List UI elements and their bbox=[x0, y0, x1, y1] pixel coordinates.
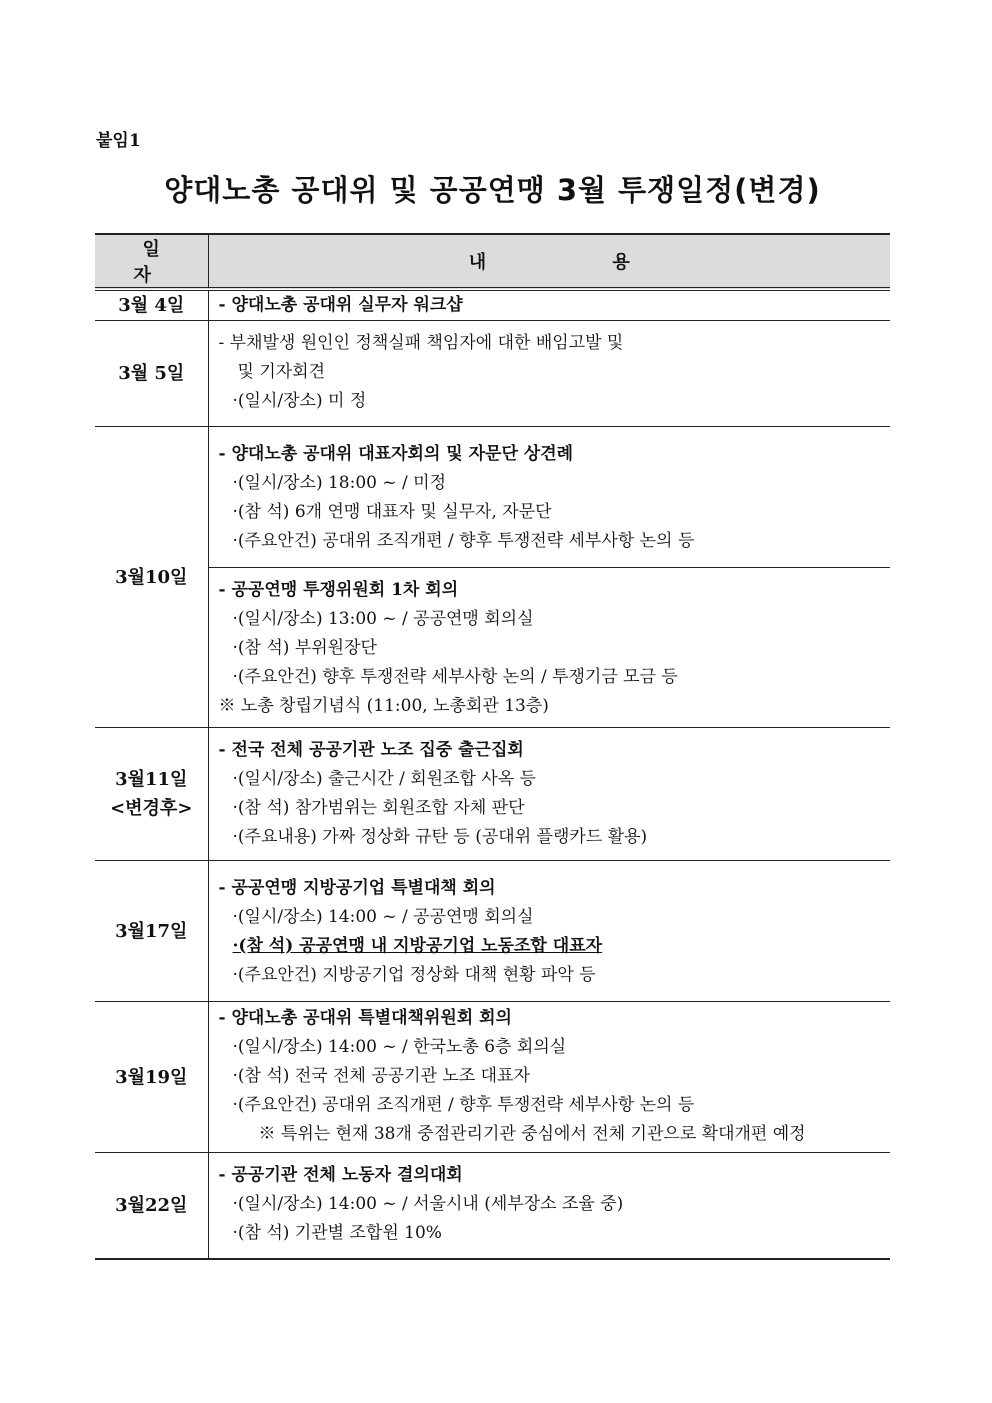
event-title: - 공공연맹 지방공기업 특별대책 회의 bbox=[218, 878, 496, 898]
table-row bbox=[95, 1002, 890, 1153]
row-content bbox=[208, 1153, 890, 1260]
table-row bbox=[95, 321, 890, 427]
row-content bbox=[208, 568, 890, 728]
row-content bbox=[208, 861, 890, 1002]
event-detail: ·(주요안건) 지방공기업 정상화 대책 현황 파악 등 bbox=[232, 965, 596, 985]
event-detail: ·(참 석) 부위원장단 bbox=[232, 638, 377, 658]
event-title-cont: 및 기자회견 bbox=[237, 362, 326, 382]
event-note: ※ 특위는 현재 38개 중점관리기관 중심에서 전체 기관으로 확대개편 예정 bbox=[258, 1124, 806, 1144]
row-date: 3월 5일 bbox=[95, 321, 208, 427]
table-row bbox=[95, 427, 890, 568]
row-content bbox=[208, 289, 890, 321]
event-detail: ·(주요안건) 공대위 조직개편 / 향후 투쟁전략 세부사항 논의 등 bbox=[232, 1095, 695, 1115]
event-detail: ·(일시/장소) 14:00 ~ / 한국노총 6층 회의실 bbox=[232, 1037, 567, 1057]
event-detail: ·(일시/장소) 출근시간 / 회원조합 사옥 등 bbox=[232, 769, 536, 789]
event-detail: ·(참 석) 6개 연맹 대표자 및 실무자, 자문단 bbox=[232, 502, 552, 522]
event-detail: ·(일시/장소) 미 정 bbox=[232, 391, 367, 411]
event-detail: ·(주요안건) 향후 투쟁전략 세부사항 논의 / 투쟁기금 모금 등 bbox=[232, 667, 678, 687]
table-header-row bbox=[95, 234, 890, 289]
event-detail: ·(주요안건) 공대위 조직개편 / 향후 투쟁전략 세부사항 논의 등 bbox=[232, 531, 695, 551]
schedule-table bbox=[95, 233, 890, 1260]
event-title: - 양대노총 공대위 특별대책위원회 회의 bbox=[218, 1008, 512, 1028]
table-row bbox=[95, 728, 890, 861]
attachment-label: 붙임1 bbox=[96, 131, 141, 151]
table-row bbox=[95, 568, 890, 728]
table-row bbox=[95, 289, 890, 321]
event-detail: ·(참 석) 참가범위는 회원조합 자체 판단 bbox=[232, 798, 525, 818]
row-content bbox=[208, 1002, 890, 1153]
event-title: - 공공기관 전체 노동자 결의대회 bbox=[218, 1165, 463, 1185]
row-content bbox=[208, 427, 890, 568]
event-title: - 양대노총 공대위 대표자회의 및 자문단 상견례 bbox=[218, 444, 574, 464]
page-title: 양대노총 공대위 및 공공연맹 3월 투쟁일정(변경) bbox=[164, 173, 821, 207]
row-date: 3월10일 bbox=[95, 427, 208, 728]
event-detail: ·(일시/장소) 14:00 ~ / 서울시내 (세부장소 조율 중) bbox=[232, 1194, 624, 1214]
row-content bbox=[208, 728, 890, 861]
row-date: 3월19일 bbox=[95, 1002, 208, 1153]
row-date: 3월 4일 bbox=[95, 289, 208, 321]
row-date: 3월22일 bbox=[95, 1153, 208, 1260]
row-date-note: <변경후> bbox=[110, 798, 193, 819]
event-title: - 부채발생 원인인 정책실패 책임자에 대한 배임고발 및 bbox=[218, 333, 624, 353]
event-detail: ·(일시/장소) 14:00 ~ / 공공연맹 회의실 bbox=[232, 907, 534, 927]
event-detail: ·(참 석) 기관별 조합원 10% bbox=[232, 1223, 442, 1243]
event-note: ※ 노총 창립기념식 (11:00, 노총회관 13층) bbox=[218, 696, 549, 716]
row-date: 3월17일 bbox=[95, 861, 208, 1002]
header-content: 내 용 bbox=[208, 234, 890, 289]
row-content bbox=[208, 321, 890, 427]
event-title: - 양대노총 공대위 실무자 워크샵 bbox=[218, 295, 463, 315]
event-detail: ·(참 석) 전국 전체 공공기관 노조 대표자 bbox=[232, 1066, 530, 1086]
table-row bbox=[95, 1153, 890, 1260]
event-title: - 공공연맹 투쟁위원회 1차 회의 bbox=[218, 580, 459, 600]
row-date bbox=[95, 728, 208, 861]
event-title: - 전국 전체 공공기관 노조 집중 출근집회 bbox=[218, 740, 524, 760]
header-date: 일 자 bbox=[95, 234, 208, 289]
event-detail: ·(일시/장소) 18:00 ~ / 미정 bbox=[232, 473, 447, 493]
event-detail: ·(일시/장소) 13:00 ~ / 공공연맹 회의실 bbox=[232, 609, 534, 629]
event-detail-emphasis: ·(참 석) 공공연맹 내 지방공기업 노동조합 대표자 bbox=[232, 936, 603, 956]
event-detail: ·(주요내용) 가짜 정상화 규탄 등 (공대위 플랭카드 활용) bbox=[232, 827, 648, 847]
table-row bbox=[95, 861, 890, 1002]
row-date-text: 3월11일 bbox=[115, 769, 188, 790]
